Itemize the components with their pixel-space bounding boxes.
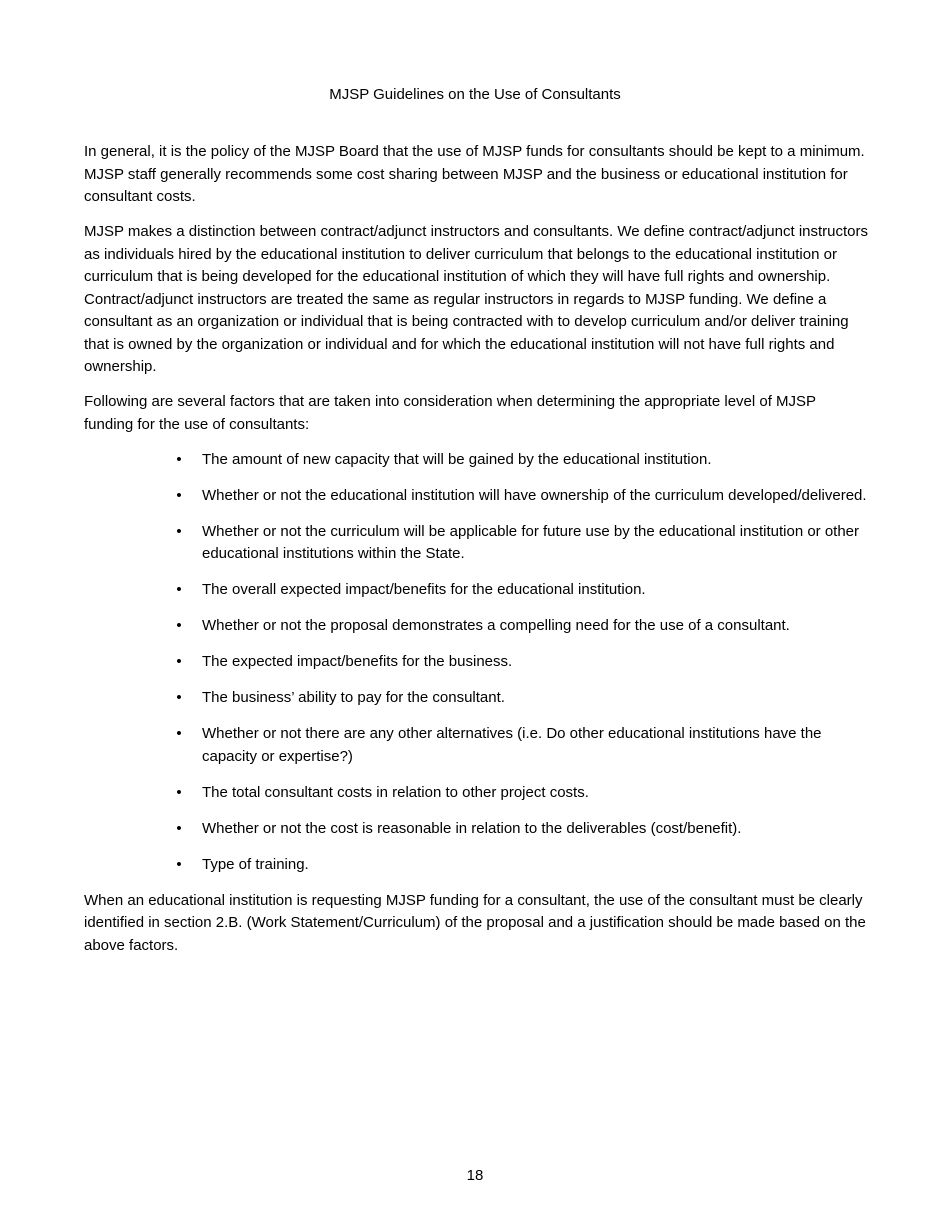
list-item-text: The business’ ability to pay for the consultant.: [202, 689, 505, 706]
list-item: [84, 449, 868, 472]
list-item-text: Type of training.: [202, 855, 309, 873]
list-item-text: The expected impact/benefits for the business.: [202, 653, 513, 670]
list-item: [84, 579, 868, 602]
list-item: [84, 651, 868, 674]
list-item-text: Whether or not the proposal demonstrates a compelling need for the use of a consultant.: [202, 617, 790, 634]
bullet-icon: •: [176, 653, 182, 670]
bullet-icon: •: [176, 486, 182, 504]
paragraph-policy: In general, it is the policy of the MJSP Board that the use of MJSP funds for consultants should be kept to a minimum. MJSP staff generally recommends some cost sharing between MJSP and the business or educational institution for consultant costs.: [84, 143, 865, 205]
list-item-text: Whether or not the curriculum will be applicable for future use by the educational institution or other educational institutions within the State.: [202, 522, 860, 562]
list-item: [84, 485, 868, 508]
bullet-icon: •: [176, 725, 182, 742]
list-item-text: The overall expected impact/benefits for the educational institution.: [202, 581, 646, 598]
bullet-icon: •: [176, 819, 182, 837]
bullet-icon: •: [176, 522, 182, 540]
bullet-icon: •: [176, 617, 182, 634]
bullet-icon: •: [176, 689, 182, 706]
bullet-icon: •: [176, 855, 182, 873]
paragraph-closing: When an educational institution is requesting MJSP funding for a consultant, the use of the consultant must be clearly identified in section 2.B. (Work Statement/Curriculum) of the proposal and a justification should be made based on the above factors.: [84, 891, 866, 954]
list-item: [84, 521, 868, 566]
list-item: [84, 854, 868, 877]
list-item: [84, 723, 868, 768]
factors-list: [84, 449, 868, 877]
list-item: [84, 687, 868, 710]
list-item: [84, 782, 868, 805]
bullet-icon: •: [176, 450, 182, 468]
bullet-icon: •: [176, 783, 182, 801]
list-item: [84, 818, 868, 841]
paragraph-factors-intro: Following are several factors that are taken into consideration when determining the appropriate level of MJSP funding for the use of consultants:: [84, 393, 816, 433]
list-item-text: Whether or not the cost is reasonable in relation to the deliverables (cost/benefit).: [202, 819, 742, 837]
list-item-text: The total consultant costs in relation to other project costs.: [202, 783, 589, 801]
list-item-text: The amount of new capacity that will be gained by the educational institution.: [202, 450, 712, 468]
document-body: [84, 141, 868, 970]
paragraph-distinction: MJSP makes a distinction between contract/adjunct instructors and consultants. We define contract/adjunct instructors as individuals hired by the educational institution to deliver curriculum that belongs to the educational institution or curriculum that is being developed for the educational institution of which they will have full rights and ownership. Contract/adjunct instructors are treated the same as regular instructors in regards to MJSP funding. We define a consultant as an organization or individual that is being contracted with to develop curriculum and/or deliver training that is owned by the organization or individual and for which the educational institution will not have full rights and ownership.: [84, 223, 869, 375]
document-title: MJSP Guidelines on the Use of Consultants: [329, 86, 621, 103]
page-number: 18: [466, 1167, 484, 1184]
list-item: [84, 615, 868, 638]
list-item-text: Whether or not the educational institution will have ownership of the curriculum developed/delivered.: [202, 486, 867, 504]
bullet-icon: •: [176, 581, 182, 598]
list-item-text: Whether or not there are any other alternatives (i.e. Do other educational institutions have the capacity or expertise?): [202, 725, 822, 765]
